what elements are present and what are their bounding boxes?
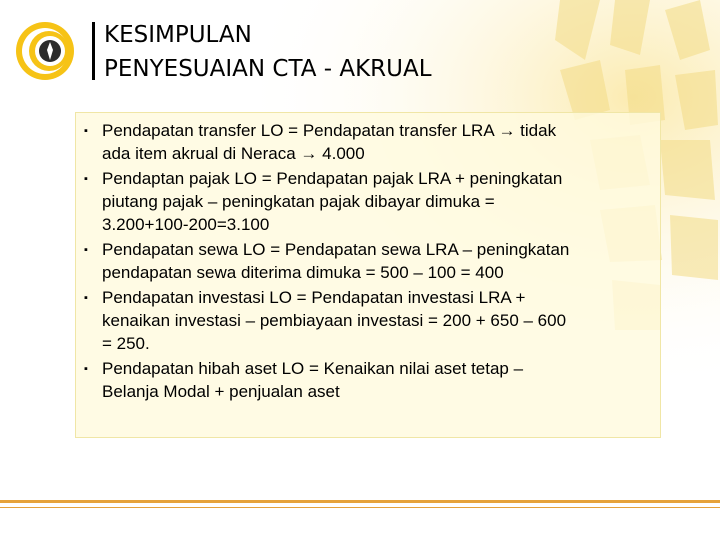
square-bullet-icon: ▪: [84, 292, 88, 304]
bullet-line: Pendapatan investasi LO = Pendapatan investasi LRA +: [102, 288, 526, 307]
bullet-item: [76, 119, 660, 165]
title-line-2: PENYESUAIAN CTA - AKRUAL: [104, 56, 432, 82]
bullet-line: Belanja Modal + penjualan aset: [102, 382, 340, 401]
bullet-line: = 250.: [102, 334, 150, 353]
bullet-line: Pendaptan pajak LO = Pendapatan pajak LRA + peningkatan: [102, 169, 563, 188]
bullet-line: 3.200+100-200=3.100: [102, 215, 270, 234]
square-bullet-icon: ▪: [84, 363, 88, 375]
title-divider: [92, 22, 95, 80]
content-panel: [75, 112, 661, 438]
square-bullet-icon: ▪: [84, 244, 88, 256]
bullet-item: [76, 238, 660, 284]
bullet-item: [76, 357, 660, 403]
square-bullet-icon: ▪: [84, 125, 88, 137]
page-title: [104, 18, 432, 86]
bullet-line: ada item akrual di Neraca → 4.000: [102, 144, 365, 163]
footer-rule-thick: [0, 500, 720, 503]
bullet-line: kenaikan investasi – pembiayaan investasi = 200 + 650 – 600: [102, 311, 567, 330]
bullet-line: Pendapatan transfer LO = Pendapatan transfer LRA → tidak: [102, 121, 557, 140]
bullet-line: piutang pajak – peningkatan pajak dibayar dimuka =: [102, 192, 495, 211]
square-bullet-icon: ▪: [84, 173, 88, 185]
bullet-line: Pendapatan sewa LO = Pendapatan sewa LRA – peningkatan: [102, 240, 570, 259]
bullet-item: [76, 167, 660, 236]
title-line-1: KESIMPULAN: [104, 22, 252, 48]
university-emblem-icon: [14, 20, 76, 82]
footer-rule-thin: [0, 507, 720, 508]
bullet-line: pendapatan sewa diterima dimuka = 500 – 100 = 400: [102, 263, 504, 282]
bullet-item: [76, 286, 660, 355]
bullet-list: [76, 113, 660, 403]
bullet-line: Pendapatan hibah aset LO = Kenaikan nilai aset tetap –: [102, 359, 524, 378]
